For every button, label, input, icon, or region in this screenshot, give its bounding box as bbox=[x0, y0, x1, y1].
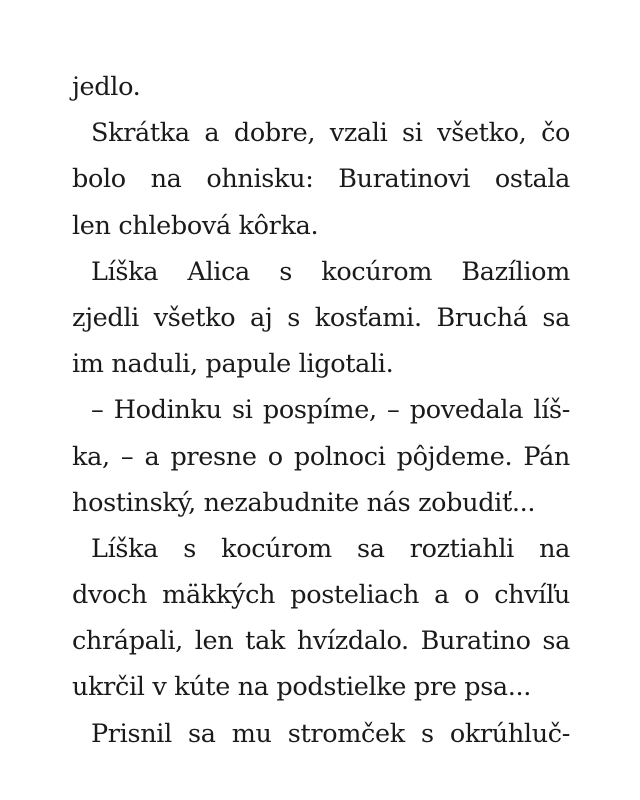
text-line-3: bolo na ohnisku: Buratinovi ostala bbox=[72, 164, 570, 195]
text-line-11: Líška s kocúrom sa roztiahli na bbox=[91, 533, 570, 564]
text-line-15: Prisnil sa mu stromček s okrúhluč- bbox=[91, 718, 570, 749]
text-line-13: chrápali, len tak hvízdalo. Buratino sa bbox=[72, 626, 570, 657]
text-line-14: ukrčil v kúte na podstielke pre psa... bbox=[72, 672, 532, 703]
text-line-4: len chlebová kôrka. bbox=[72, 210, 319, 241]
text-line-5: Líška Alica s kocúrom Bazíliom bbox=[91, 256, 570, 287]
text-line-7: im naduli, papule ligotali. bbox=[72, 349, 394, 380]
text-line-8: – Hodinku si pospíme, – povedala líš- bbox=[91, 395, 570, 426]
text-line-2: Skrátka a dobre, vzali si všetko, čo bbox=[91, 118, 570, 149]
text-line-12: dvoch mäkkých posteliach a o chvíľu bbox=[72, 580, 570, 611]
text-line-1: jedlo. bbox=[72, 72, 141, 102]
text-line-10: hostinský, nezabudnite nás zobudiť... bbox=[72, 487, 536, 518]
text-line-9: ka, – a presne o polnoci pôjdeme. Pán bbox=[72, 441, 570, 472]
page-text-block bbox=[72, 64, 570, 757]
text-line-6: zjedli všetko aj s kosťami. Bruchá sa bbox=[72, 302, 570, 333]
